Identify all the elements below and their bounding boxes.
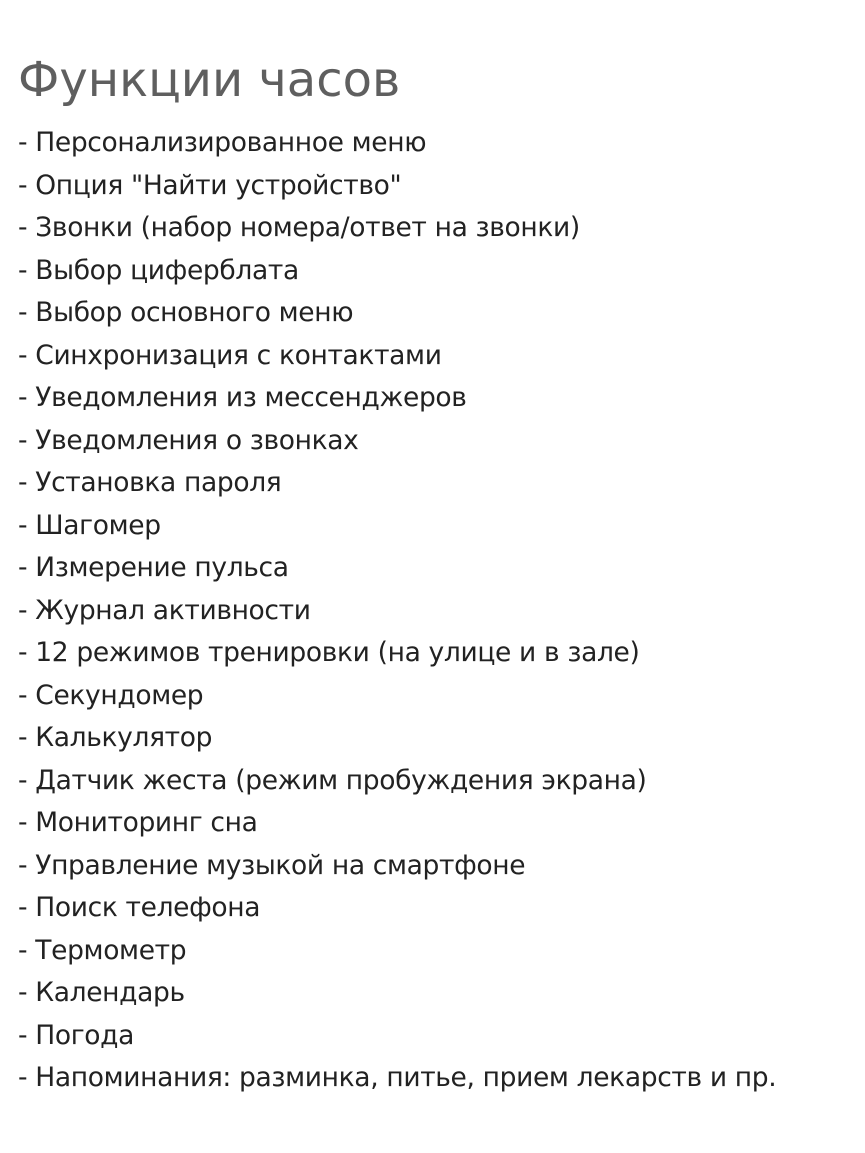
features-list (18, 122, 858, 1100)
list-item: - Секундомер (18, 679, 204, 711)
list-item: - Мониторинг сна (18, 807, 258, 838)
list-item: - Датчик жеста (режим пробуждения экрана) (18, 764, 647, 796)
list-item: - Выбор циферблата (18, 254, 299, 286)
list-item: - Шагомер (18, 509, 161, 541)
list-item: - 12 режимов тренировки (на улице и в зале) (18, 637, 640, 668)
list-item: - Управление музыкой на смартфоне (18, 849, 526, 881)
list-item: - Синхронизация с контактами (18, 339, 442, 371)
page-title: Функции часов (18, 52, 401, 108)
list-item: - Персонализированное меню (18, 127, 427, 158)
list-item: - Выбор основного меню (18, 297, 354, 328)
list-item: - Напоминания: разминка, питье, прием лекарств и пр. (18, 1062, 777, 1093)
list-item: - Журнал активности (18, 594, 311, 626)
list-item: - Погода (18, 1019, 135, 1051)
list-item: - Поиск телефона (18, 892, 261, 923)
list-item: - Измерение пульса (18, 552, 289, 583)
document-page (18, 48, 858, 1100)
list-item: - Опция "Найти устройство" (18, 169, 402, 201)
list-item: - Термометр (18, 934, 187, 966)
list-item: - Уведомления о звонках (18, 424, 359, 456)
list-item: - Уведомления из мессенджеров (18, 382, 467, 413)
list-item: - Установка пароля (18, 467, 282, 498)
list-item: - Календарь (18, 977, 185, 1008)
list-item: - Звонки (набор номера/ответ на звонки) (18, 212, 580, 243)
list-item: - Калькулятор (18, 722, 213, 753)
